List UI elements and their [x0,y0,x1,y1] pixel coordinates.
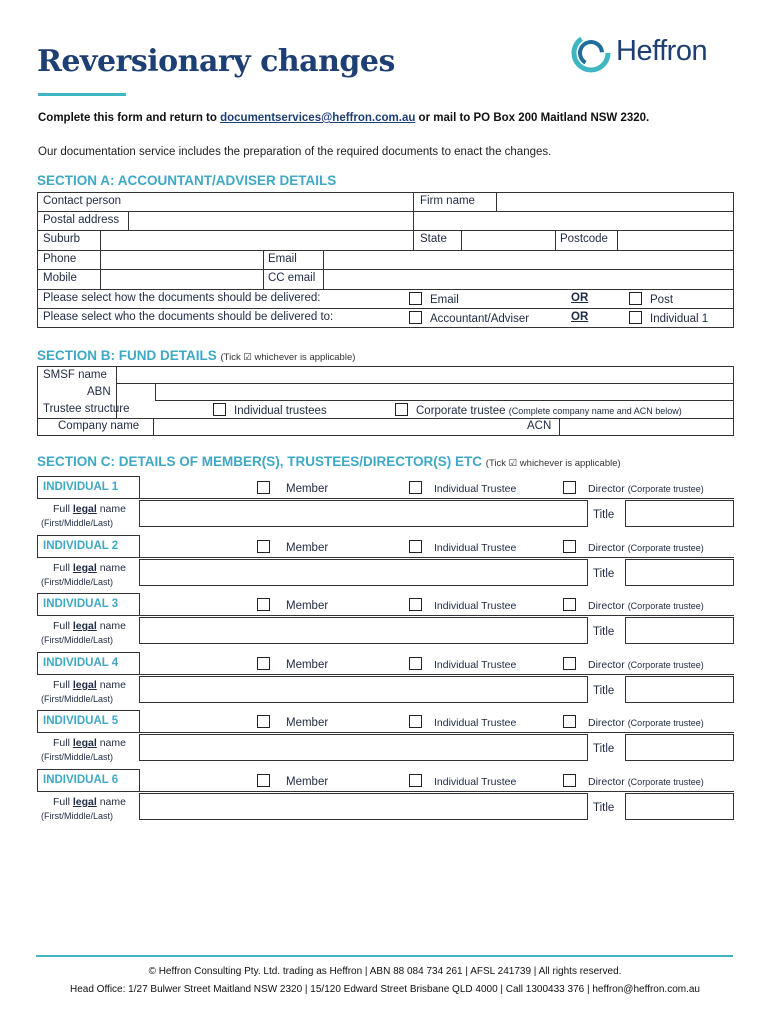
checkbox-icon[interactable] [409,292,422,305]
member-option[interactable] [257,598,328,612]
individual-heading: INDIVIDUAL 5 [43,715,119,728]
director-option[interactable] [563,657,704,671]
heffron-logo [571,33,741,73]
checkbox-icon[interactable] [257,715,270,728]
legal-word: legal [72,561,97,574]
title-field[interactable] [626,501,733,526]
title-underline [38,93,126,96]
suburb-label: Suburb [43,233,81,245]
firm-name-label-text: Firm name [420,195,475,207]
director-label: Director [588,600,625,613]
postcode-label: Postcode [560,233,608,245]
section-a-lines [37,192,734,328]
checkbox-icon[interactable] [563,715,576,728]
title-field[interactable] [626,560,733,585]
corporate-trustee-label: Corporate trustee [416,405,506,417]
delivery-post-label: Post [650,294,674,306]
name-suffix: name [96,561,126,574]
full-name-field[interactable] [140,618,587,643]
recipient-adviser-label: Accountant/Adviser [430,313,530,325]
title-label: Title [593,567,615,580]
name-format-hint: (First/Middle/Last) [41,811,114,821]
director-label: Director [588,717,625,730]
director-label: Director [588,541,625,554]
individual-trustees-option[interactable] [213,403,327,417]
name-suffix: name [96,678,126,691]
individual-heading: INDIVIDUAL 6 [43,774,119,786]
checkbox-icon[interactable] [409,715,422,728]
section-a-heading: SECTION A: ACCOUNTANT/ADVISER DETAILS [37,173,337,188]
member-label: Member [286,658,329,671]
individual-trustee-label: Individual Trustee [434,600,517,613]
full-legal-name-label [53,737,126,749]
checkbox-icon[interactable] [409,657,422,670]
individual-heading: INDIVIDUAL 2 [43,539,119,552]
individual-block [37,769,734,821]
individual-trustee-option[interactable] [409,540,516,554]
checkbox-icon[interactable] [257,598,270,611]
delivery-recipient-question: Please select who the documents should be delivered to: [43,311,334,323]
full-prefix: Full [53,503,73,515]
checkbox-icon[interactable] [629,311,642,324]
checkbox-icon[interactable] [257,657,270,670]
full-prefix: Full [53,620,73,633]
individual-block [37,652,734,704]
footer-divider [36,955,733,957]
name-format-hint: (First/Middle/Last) [41,635,114,646]
checkbox-icon[interactable] [409,598,422,611]
individual-trustees-label: Individual trustees [234,405,327,417]
name-suffix: name [96,620,126,633]
name-suffix: name [96,796,126,808]
director-option[interactable] [563,481,704,495]
section-b-lines [37,366,734,436]
checkbox-icon[interactable] [563,540,576,553]
full-legal-name-label [53,620,126,632]
title-field[interactable] [626,794,733,819]
individual-trustee-option[interactable] [409,774,516,788]
director-note: (Corporate trustee) [627,484,704,494]
full-legal-name-label [53,796,126,808]
section-c-note: (Tick ☑ whichever is applicable) [485,458,621,469]
phone-label: Phone [43,253,77,265]
full-name-field[interactable] [140,560,587,585]
title-field[interactable] [626,677,733,702]
delivery-email-option[interactable] [409,292,459,306]
logo-text: Heffron [616,35,708,67]
checkbox-icon[interactable] [257,540,270,553]
director-label: Director [588,776,625,788]
checkbox-icon[interactable] [395,403,408,416]
checkbox-icon[interactable] [629,292,642,305]
delivery-email-label: Email [430,294,459,306]
member-label: Member [286,600,329,613]
legal-word: legal [72,620,97,633]
section-c-heading [37,454,621,469]
recipient-individual-option[interactable] [629,311,708,325]
company-name-label: Company name [58,420,140,432]
name-format-hint: (First/Middle/Last) [41,518,114,528]
cc-email-label: CC email [268,272,316,284]
individual-trustee-label: Individual Trustee [434,541,517,554]
section-b-grid [37,366,734,436]
full-name-field[interactable] [140,735,587,760]
section-a-grid [37,192,734,328]
contact-person-label-text: Contact person [43,195,121,207]
section-b-title: SECTION B: FUND DETAILS [37,348,217,363]
director-note: (Corporate trustee) [627,659,704,670]
checkbox-icon[interactable] [409,774,422,787]
individual-trustee-option[interactable] [409,657,516,671]
corporate-trustee-option[interactable] [395,403,682,417]
legal-word: legal [72,796,97,808]
delivery-method-question: Please select how the documents should be delivered: [43,292,321,304]
section-b-heading [37,348,355,363]
footer-address: Head Office: 1/27 Bulwer Street Maitland NSW 2320 | 15/120 Edward Street Brisbane QLD 4000 | Call 1300433 376 | heffron@heffron.com.au [70,984,700,995]
director-label: Director [588,483,625,495]
corporate-note: (Complete company name and ACN below) [508,406,682,416]
email-link[interactable]: documentservices@heffron.com.au [220,112,416,124]
checkbox-icon[interactable] [257,481,270,494]
delivery-post-option[interactable] [629,292,673,306]
individual-trustee-option[interactable] [409,598,516,612]
state-label: State [420,233,447,245]
director-note: (Corporate trustee) [627,718,704,729]
member-option[interactable] [257,540,328,554]
director-note: (Corporate trustee) [627,777,704,787]
abn-label: ABN [87,386,111,398]
full-prefix: Full [53,737,73,750]
or-label-1: OR [571,292,589,304]
legal-word: legal [72,503,97,515]
member-label: Member [286,776,329,788]
member-label: Member [286,717,329,730]
page-title: Reversionary changes [37,44,395,79]
title-label: Title [593,743,615,756]
recipient-individual-label: Individual 1 [650,313,709,325]
checkbox-icon[interactable] [563,657,576,670]
director-note: (Corporate trustee) [627,542,704,553]
director-option[interactable] [563,715,704,729]
section-b-note: (Tick ☑ whichever is applicable) [220,352,356,363]
intro-prefix: Complete this form and return to [38,112,221,124]
individual-heading: INDIVIDUAL 1 [43,481,119,493]
or-label-2: OR [571,311,589,323]
full-prefix: Full [53,796,73,808]
full-legal-name-label [53,562,126,574]
individual-block [37,710,734,762]
full-name-field[interactable] [140,501,587,526]
title-label: Title [593,802,615,814]
member-option[interactable] [257,657,328,671]
heffron-logo-icon [571,33,611,73]
title-field[interactable] [626,735,733,760]
director-note: (Corporate trustee) [627,601,704,612]
full-name-field[interactable] [140,794,587,819]
title-label: Title [593,626,615,639]
checkbox-icon[interactable] [409,540,422,553]
director-option[interactable] [563,598,704,612]
title-field[interactable] [626,618,733,643]
full-prefix: Full [53,561,73,574]
checkbox-icon[interactable] [213,403,226,416]
full-legal-name-label [53,503,126,515]
postal-address-label: Postal address [43,214,120,226]
checkbox-icon[interactable] [563,774,576,787]
member-option[interactable] [257,715,328,729]
individual-block [37,593,734,645]
full-prefix: Full [53,678,73,691]
intro-instructions [38,112,649,124]
checkbox-icon[interactable] [563,481,576,494]
footer-copyright: © Heffron Consulting Pty. Ltd. trading as Heffron | ABN 88 084 734 261 | AFSL 241739 | All rights reserved. [148,966,622,977]
title-label: Title [593,509,615,521]
individual-heading: INDIVIDUAL 3 [43,598,119,611]
individual-trustee-label: Individual Trustee [434,717,517,730]
director-option[interactable] [563,774,704,788]
individual-trustee-label: Individual Trustee [434,776,517,788]
name-format-hint: (First/Middle/Last) [41,752,114,763]
name-format-hint: (First/Middle/Last) [41,576,114,587]
individual-block [37,476,734,528]
checkbox-icon[interactable] [409,311,422,324]
member-label: Member [286,483,329,495]
individual-trustee-label: Individual Trustee [434,658,517,671]
individual-trustee-option[interactable] [409,481,516,495]
individual-trustee-label: Individual Trustee [434,483,517,495]
checkbox-icon[interactable] [563,598,576,611]
checkbox-icon[interactable] [257,774,270,787]
recipient-adviser-option[interactable] [409,311,529,325]
intro-suffix: or mail to PO Box 200 Maitland NSW 2320. [415,112,650,124]
director-label: Director [588,658,625,671]
individual-trustee-option[interactable] [409,715,516,729]
name-suffix: name [96,503,126,515]
name-suffix: name [96,737,126,750]
individual-heading: INDIVIDUAL 4 [43,656,119,669]
director-option[interactable] [563,540,704,554]
name-format-hint: (First/Middle/Last) [41,693,114,704]
trustee-structure-label: Trustee structure [43,403,130,415]
email-label: Email [268,253,297,265]
member-option[interactable] [257,774,328,788]
intro-description: Our documentation service includes the preparation of the required documents to enact the changes. [38,146,552,158]
individual-block [37,535,734,587]
full-legal-name-label [53,679,126,691]
full-name-field[interactable] [140,677,587,702]
smsf-name-label: SMSF name [43,369,107,381]
checkbox-icon[interactable] [409,481,422,494]
legal-word: legal [72,678,97,691]
legal-word: legal [72,737,97,750]
section-c-title: SECTION C: DETAILS OF MEMBER(S), TRUSTEES/DIRECTOR(S) ETC [37,454,483,469]
title-label: Title [593,684,615,697]
member-option[interactable] [257,481,328,495]
member-label: Member [286,541,329,554]
acn-label: ACN [527,420,552,432]
mobile-label: Mobile [43,272,77,284]
